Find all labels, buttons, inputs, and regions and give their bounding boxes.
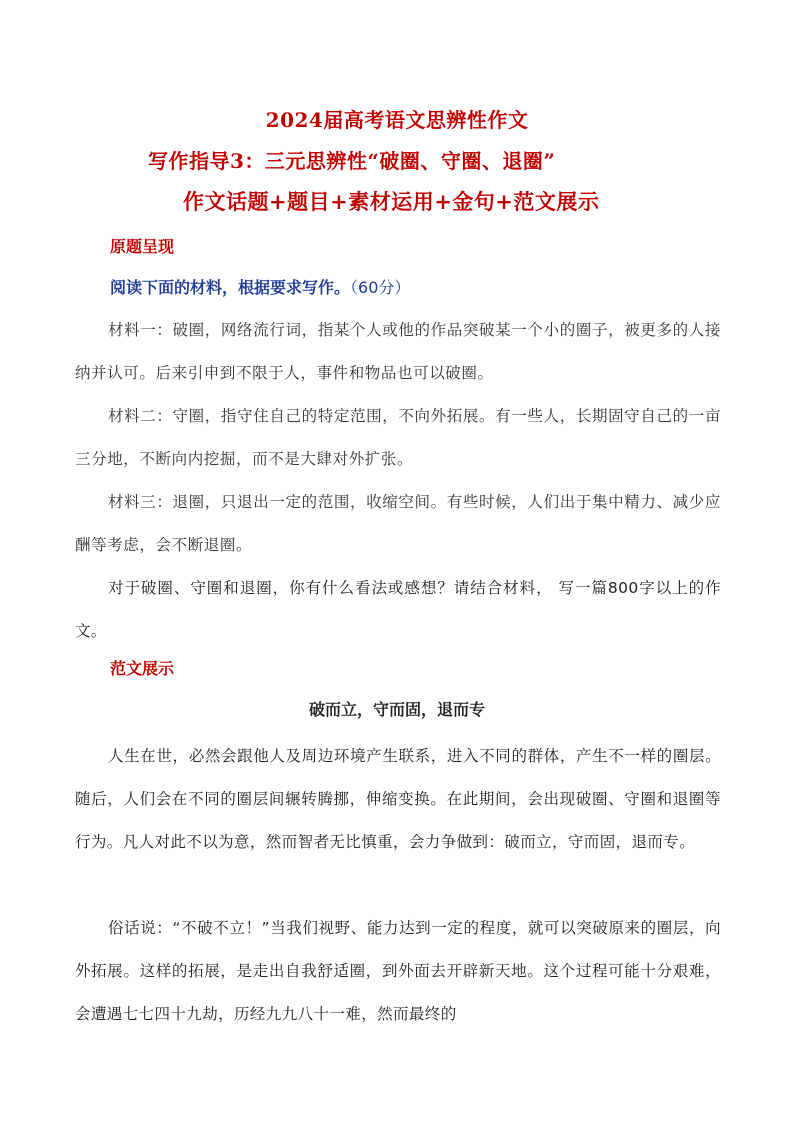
essay-title: 破而立，守而固，退而专 [308, 700, 485, 719]
title-line-1: 2024届高考语文思辨性作文 [265, 108, 529, 132]
title-line-2: 写作指导3：三元思辨性“破圈、守圈、退圈” [148, 149, 556, 173]
writing-prompt [110, 275, 410, 298]
prompt-score: （60分） [350, 278, 411, 297]
material-1: 材料一：破圈，网络流行词，指某个人或他的作品突破某一个小的圈子，被更多的人接纳并认可。后来引申到不限于人，事件和物品也可以破圈。 [75, 321, 721, 382]
material-3: 材料三：退圈，只退出一定的范围，收缩空间。有些时候，人们出于集中精力、减少应酬等考虑，会不断退圈。 [75, 493, 721, 554]
section-heading-essay: 范文展示 [110, 659, 175, 678]
material-2: 材料二：守圈，指守住自己的特定范围，不向外拓展。有一些人，长期固守自己的一亩三分地，不断向内挖掘，而不是大肆对外扩张。 [75, 407, 721, 468]
essay-paragraph-1: 人生在世，必然会跟他人及周边环境产生联系，进入不同的群体，产生不一样的圈层。随后，人们会在不同的圈层间辗转腾挪，伸缩变换。在此期间，会出现破圈、守圈和退圈等行为。凡人对此不以为意，然而智者无比慎重，会力争做到：破而立，守而固，退而专。 [75, 747, 721, 851]
section-heading-original: 原题呈现 [110, 237, 175, 256]
prompt-text: 阅读下面的材料，根据要求写作。 [110, 278, 351, 297]
essay-paragraph-2: 俗话说：“不破不立！”当我们视野、能力达到一定的程度，就可以突破原来的圈层，向外拓展。这样的拓展，是走出自我舒适圈，到外面去开辟新天地。这个过程可能十分艰难，会遭遇七七四十九劫，历经九九八十一难，然而最终的 [75, 919, 721, 1023]
writing-task: 对于破圈、守圈和退圈，你有什么看法或感想？请结合材料， 写一篇800字以上的作文。 [75, 579, 721, 640]
title-line-3: 作文话题+题目+素材运用+金句+范文展示 [183, 189, 600, 214]
